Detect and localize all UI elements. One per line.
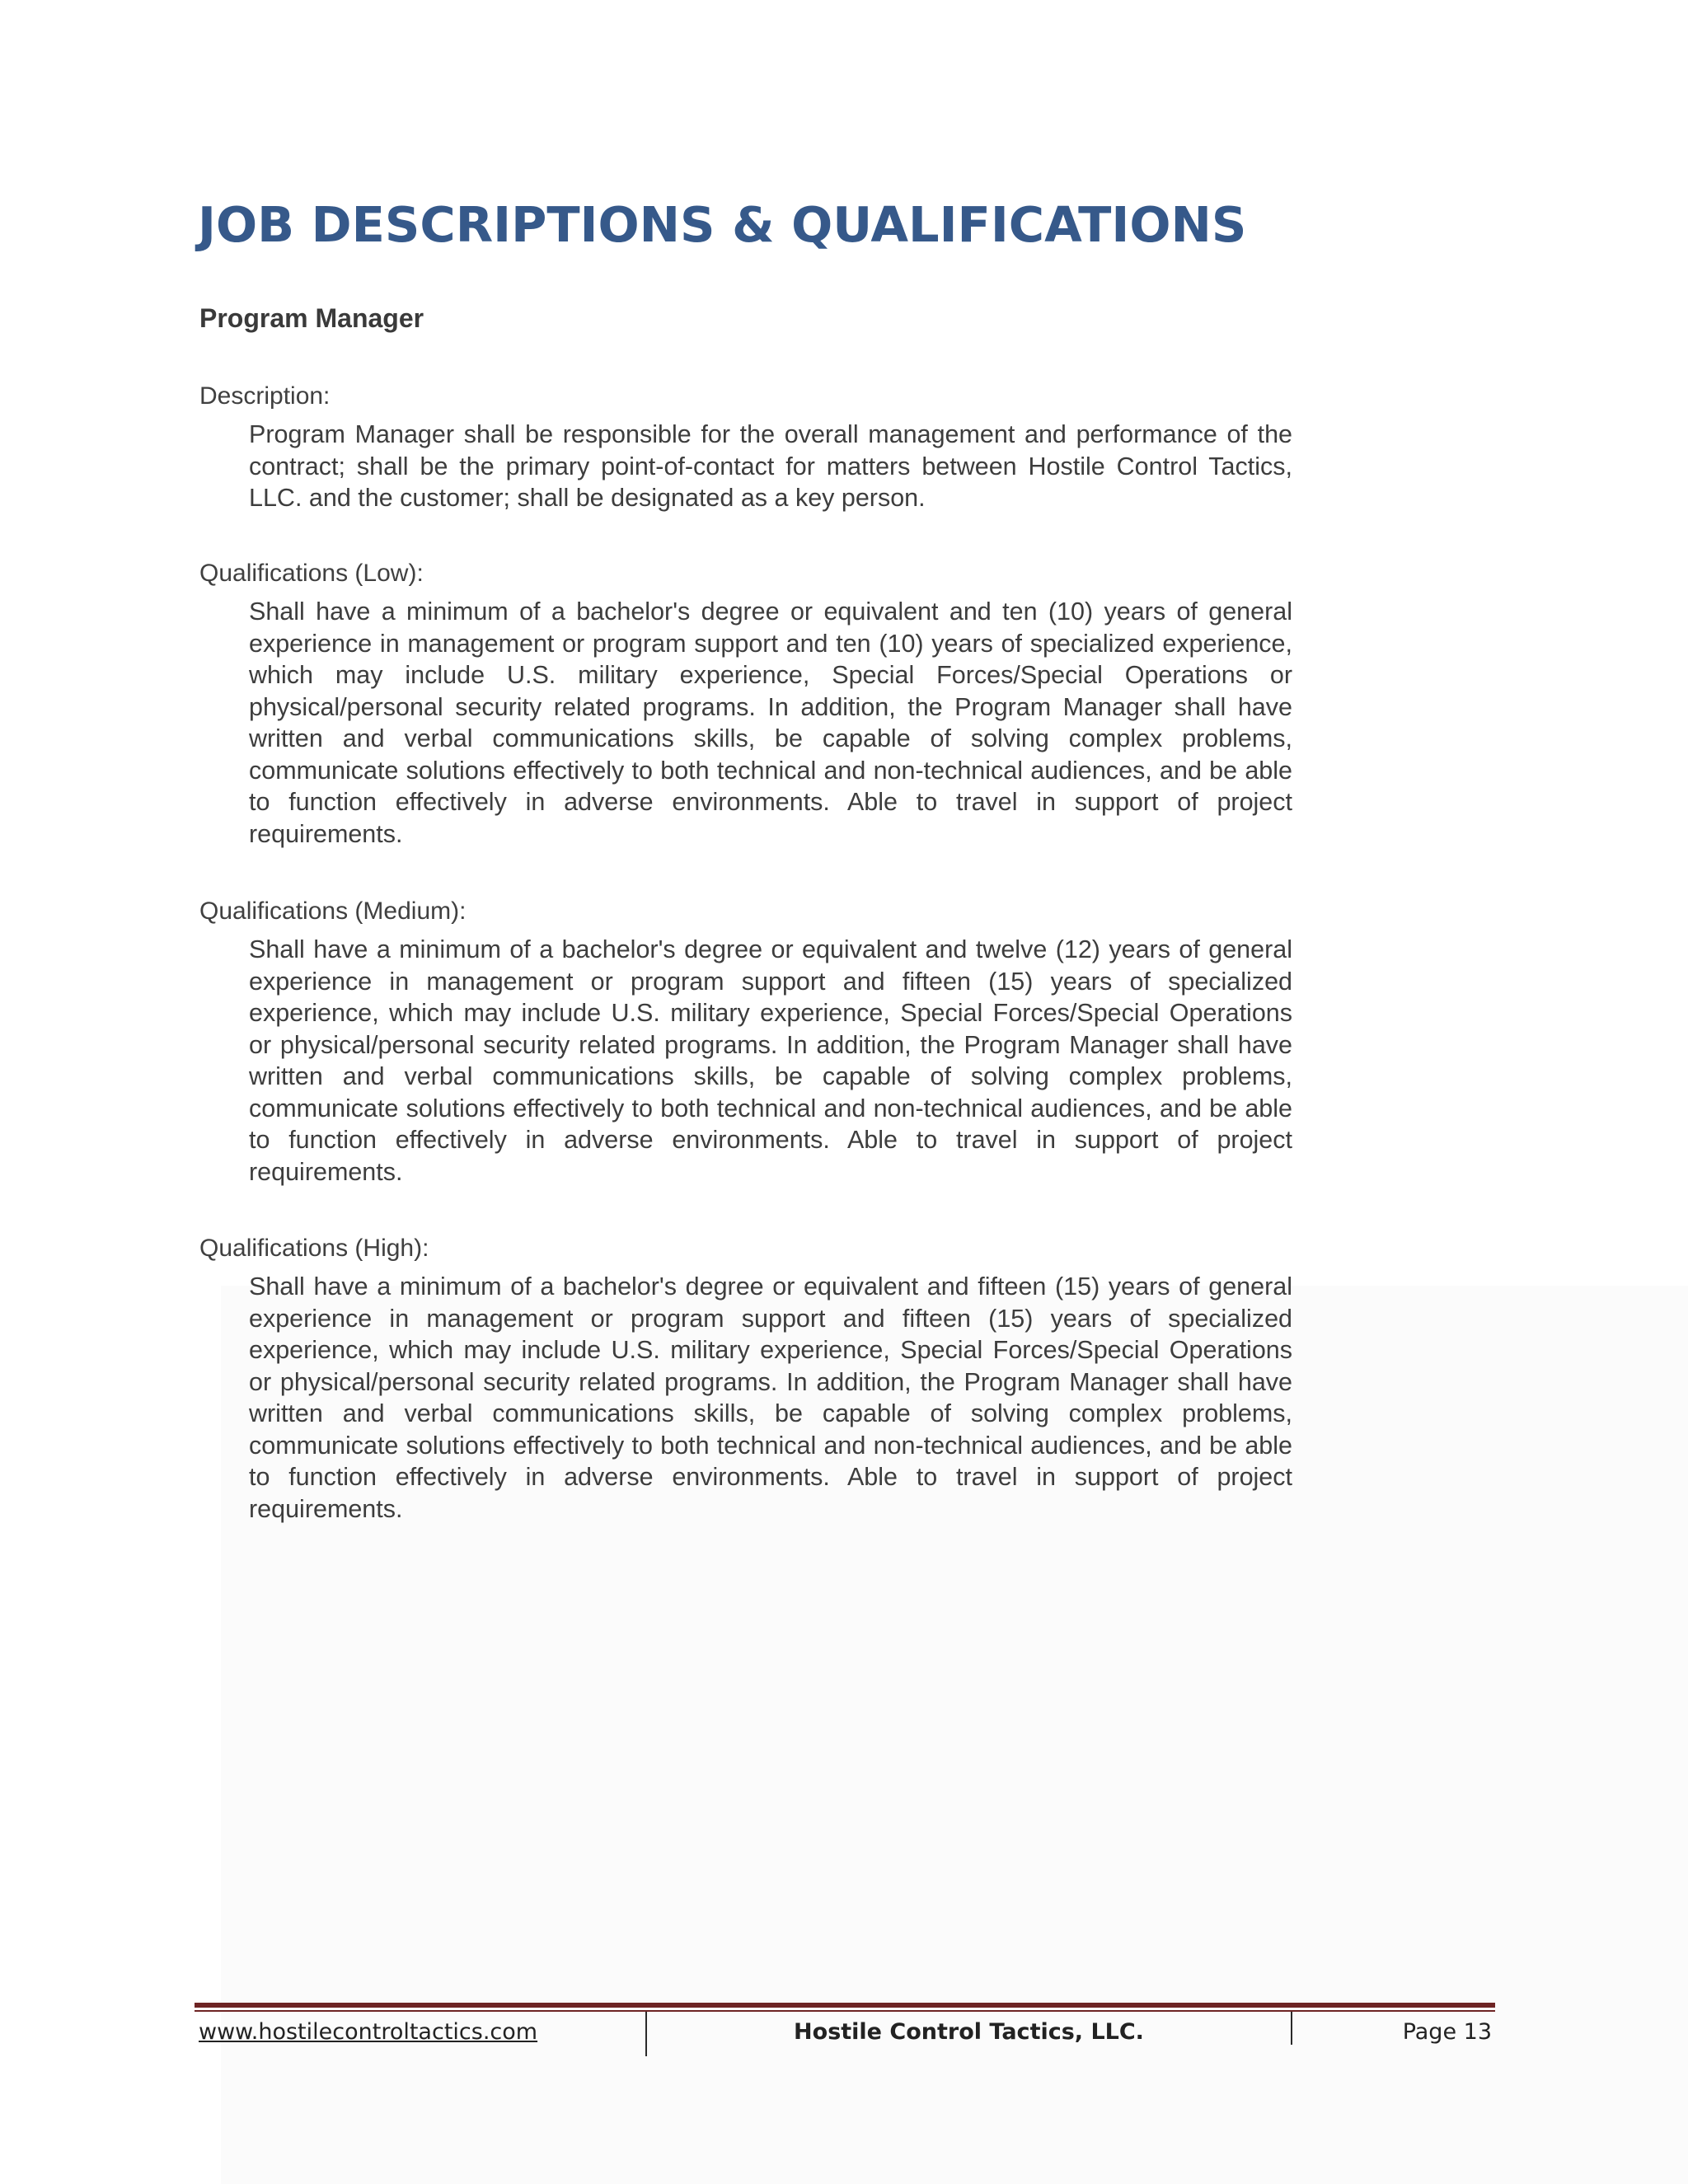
section-text: Shall have a minimum of a bachelor's degree or equivalent and fifteen (15) years of general experience in management or program support and fifteen (15) years of specialized experience, which may include U.S. military experience, Special Forces/Special Operations or physical/personal security related programs. In addition, the Program Manager shall have written and verbal communications skills, be capable of solving complex problems, communicate solutions effectively to both technical and non-technical audiences, and be able to function effectively in adverse environments. Able to travel in support of project requirements.	[249, 1272, 1292, 1523]
description-section	[199, 381, 1292, 514]
section-label: Qualifications (High):	[199, 1235, 429, 1262]
footer-rule	[195, 2003, 1495, 2008]
role-heading: Program Manager	[199, 303, 424, 333]
footer-divider	[1291, 2012, 1292, 2045]
footer-rule-thin	[195, 2010, 1495, 2012]
section-text: Program Manager shall be responsible for the overall management and performance of the contract; shall be the primary point-of-contact for matters between Hostile Control Tactics, LLC. and the customer; shall be designated as a key person.	[249, 420, 1292, 512]
page-number: Page 13	[1402, 2019, 1492, 2045]
footer-company-name: Hostile Control Tactics, LLC.	[794, 2019, 1144, 2045]
section-text: Shall have a minimum of a bachelor's degree or equivalent and twelve (12) years of general experience in management or program support and fifteen (15) years of specialized experience, which may include U.S. military experience, Special Forces/Special Operations or physical/personal security related programs. In addition, the Program Manager shall have written and verbal communications skills, be capable of solving complex problems, communicate solutions effectively to both technical and non-technical audiences, and be able to function effectively in adverse environments. Able to travel in support of project requirements.	[249, 935, 1292, 1186]
page-title: JOB DESCRIPTIONS & QUALIFICATIONS	[198, 196, 1247, 253]
section-text: Shall have a minimum of a bachelor's degree or equivalent and ten (10) years of general experience in management or program support and ten (10) years of specialized experience, which may include U.S. military experience, Special Forces/Special Operations or physical/personal security related programs. In addition, the Program Manager shall have written and verbal communications skills, be capable of solving complex problems, communicate solutions effectively to both technical and non-technical audiences, and be able to function effectively in adverse environments. Able to travel in support of project requirements.	[249, 598, 1292, 848]
section-label: Description:	[199, 382, 331, 410]
qualifications-low-section	[199, 558, 1292, 850]
section-label: Qualifications (Low):	[199, 560, 424, 587]
qualifications-high-section	[199, 1233, 1292, 1525]
qualifications-medium-section	[199, 896, 1292, 1188]
footer-website-link[interactable]: www.hostilecontroltactics.com	[199, 2019, 538, 2045]
section-label: Qualifications (Medium):	[199, 898, 467, 925]
